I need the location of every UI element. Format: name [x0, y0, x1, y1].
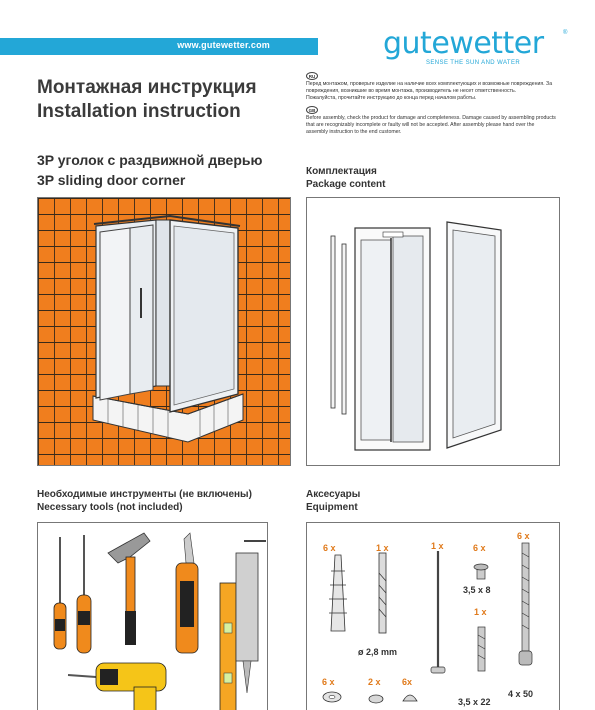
dome-cap-qty: 6x — [402, 677, 413, 687]
equipment-label — [306, 488, 360, 514]
dome-cap-icon — [403, 695, 417, 701]
equipment-label-en: Equipment — [306, 502, 358, 513]
title-en: Installation instruction — [37, 101, 241, 122]
tools-label — [37, 488, 252, 514]
utility-knife-icon — [176, 533, 198, 653]
package-content-illustration — [306, 197, 560, 466]
drill-bit-qty: 1 x — [376, 543, 389, 553]
wall-plug-icon — [329, 555, 347, 631]
shower-illustration — [37, 197, 291, 466]
washer-qty: 6 x — [322, 677, 335, 687]
brand-name: gutewetter — [383, 26, 544, 61]
drill-bit-size: ø 2,8 mm — [358, 647, 398, 657]
medium-screw-qty: 1 x — [474, 607, 487, 617]
long-screw-qty: 6 x — [517, 531, 530, 541]
caulk-gun-icon — [236, 541, 266, 693]
tools-label-ru: Необходимые инструменты (не включены) — [37, 489, 252, 500]
gb-language-icon: GB — [306, 106, 318, 114]
nail-icon — [431, 551, 445, 673]
equipment-label-ru: Аксесуары — [306, 489, 361, 500]
short-screw-size: 3,5 x 8 — [463, 585, 491, 595]
wall-plug-qty: 6 x — [323, 543, 336, 553]
top-banner — [0, 38, 318, 55]
long-screw-icon — [519, 543, 532, 665]
medium-screw-icon — [478, 627, 485, 671]
cap-qty: 2 x — [368, 677, 381, 687]
notice-gb-text: Before assembly, check the product for damage and completeness. Damage caused by assembling products that are recognizably incomplete or faulty will not be accepted. After assembly please hand over the assembly instruction to the end customer. — [306, 115, 556, 135]
drill-bit-icon — [379, 553, 386, 633]
website-link[interactable]: www.gutewetter.com — [177, 40, 270, 50]
equipment-illustration — [306, 522, 560, 710]
package-label-ru: Комплектация — [306, 166, 377, 177]
short-screw-qty: 6 x — [473, 543, 486, 553]
brand-tagline: SENSE THE SUN AND WATER — [426, 60, 521, 66]
product-title-ru: 3P уголок с раздвижной дверью — [37, 152, 263, 168]
brand-logo — [383, 26, 573, 70]
package-label-en: Package content — [306, 179, 386, 190]
tools-illustration — [37, 522, 268, 710]
tools-label-en: Necessary tools (not included) — [37, 502, 183, 513]
notice-ru — [306, 72, 556, 102]
title-ru: Монтажная инструкция — [37, 77, 257, 98]
registered-mark: ® — [563, 30, 568, 36]
document-title — [37, 76, 257, 124]
flat-screwdriver-icon — [54, 537, 66, 649]
nail-qty: 1 x — [431, 541, 444, 551]
ru-language-icon: RU — [306, 72, 318, 80]
long-screw-size: 4 x 50 — [508, 689, 534, 699]
power-drill-icon — [68, 663, 166, 710]
washer-icon — [323, 692, 341, 702]
package-label — [306, 165, 385, 191]
product-title-en: 3P sliding door corner — [37, 172, 186, 188]
product-title — [37, 150, 262, 190]
medium-screw-size: 3,5 x 22 — [458, 697, 491, 707]
notice-ru-text-1: Перед монтажом, проверьте изделие на наличие всех комплектующих и возможные повреждения. За повреждения, возникшие во время монтажа, производитель не несет ответственность. — [306, 81, 553, 94]
hammer-icon — [108, 533, 150, 645]
phillips-screwdriver-icon — [77, 535, 91, 653]
spirit-level-icon — [220, 583, 236, 710]
cap-icon — [369, 695, 383, 703]
notice-gb — [306, 106, 556, 136]
notice-ru-text-2: Пожалуйста, прочитайте инструкцию до конца перед началом работы. — [306, 95, 477, 101]
short-screw-icon — [474, 564, 488, 579]
